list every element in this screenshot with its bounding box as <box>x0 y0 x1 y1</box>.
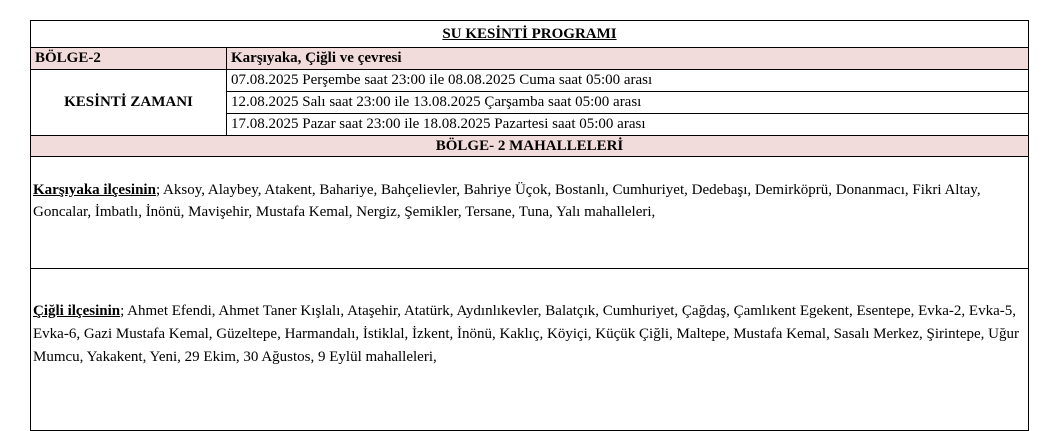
cigli-row <box>31 269 1029 431</box>
title-cell <box>31 21 1029 48</box>
time-label: KESİNTİ ZAMANI <box>31 70 227 136</box>
karsiyaka-neighborhoods: ; Aksoy, Alaybey, Atakent, Bahariye, Bahçelievler, Bahriye Üçok, Bostanlı, Cumhuriyet, Dedebaşı, Demirköprü, Donanmacı, Fikri Altay, Goncalar, İmbatlı, İnönü, Mavişehir, Mustafa Kemal, Nergiz, Şemikler, Tersane, Tuna, Yalı mahalleleri, <box>33 182 981 220</box>
region-label: BÖLGE-2 <box>31 48 227 70</box>
region-value: Karşıyaka, Çiğli ve çevresi <box>227 48 1029 70</box>
karsiyaka-paragraph <box>31 157 1029 269</box>
time-value-1: 07.08.2025 Perşembe saat 23:00 ile 08.08.2025 Cuma saat 05:00 arası <box>227 70 1029 92</box>
water-cut-schedule-table <box>30 20 1029 431</box>
neighborhoods-header: BÖLGE- 2 MAHALLELERİ <box>31 136 1029 157</box>
time-value-2: 12.08.2025 Salı saat 23:00 ile 13.08.2025 Çarşamba saat 05:00 arası <box>227 92 1029 114</box>
page-title: SU KESİNTİ PROGRAMI <box>442 25 617 42</box>
region-row <box>31 48 1029 70</box>
karsiyaka-district: Karşıyaka ilçesinin <box>33 182 156 198</box>
cigli-paragraph <box>31 269 1029 431</box>
title-row <box>31 21 1029 48</box>
time-value-3: 17.08.2025 Pazar saat 23:00 ile 18.08.2025 Pazartesi saat 05:00 arası <box>227 114 1029 136</box>
cigli-neighborhoods: ; Ahmet Efendi, Ahmet Taner Kışlalı, Ataşehir, Atatürk, Aydınlıkevler, Balatçık, Cumhuriyet, Çağdaş, Çamlıkent Egekent, Esentepe, Evka-2, Evka-5, Evka-6, Gazi Mustafa Kemal, Güzeltepe, Harmandalı, İstiklal, İzkent, İnönü, Kaklıç, Köyiçi, Küçük Çiğli, Maltepe, Mustafa Kemal, Sasalı Merkez, Şirintepe, Uğur Mumcu, Yakakent, Yeni, 29 Ekim, 30 Ağustos, 9 Eylül mahalleleri, <box>33 303 1019 365</box>
time-row-1 <box>31 70 1029 92</box>
neighborhoods-header-row <box>31 136 1029 157</box>
karsiyaka-row <box>31 157 1029 269</box>
cigli-district: Çiğli ilçesinin <box>33 303 121 319</box>
